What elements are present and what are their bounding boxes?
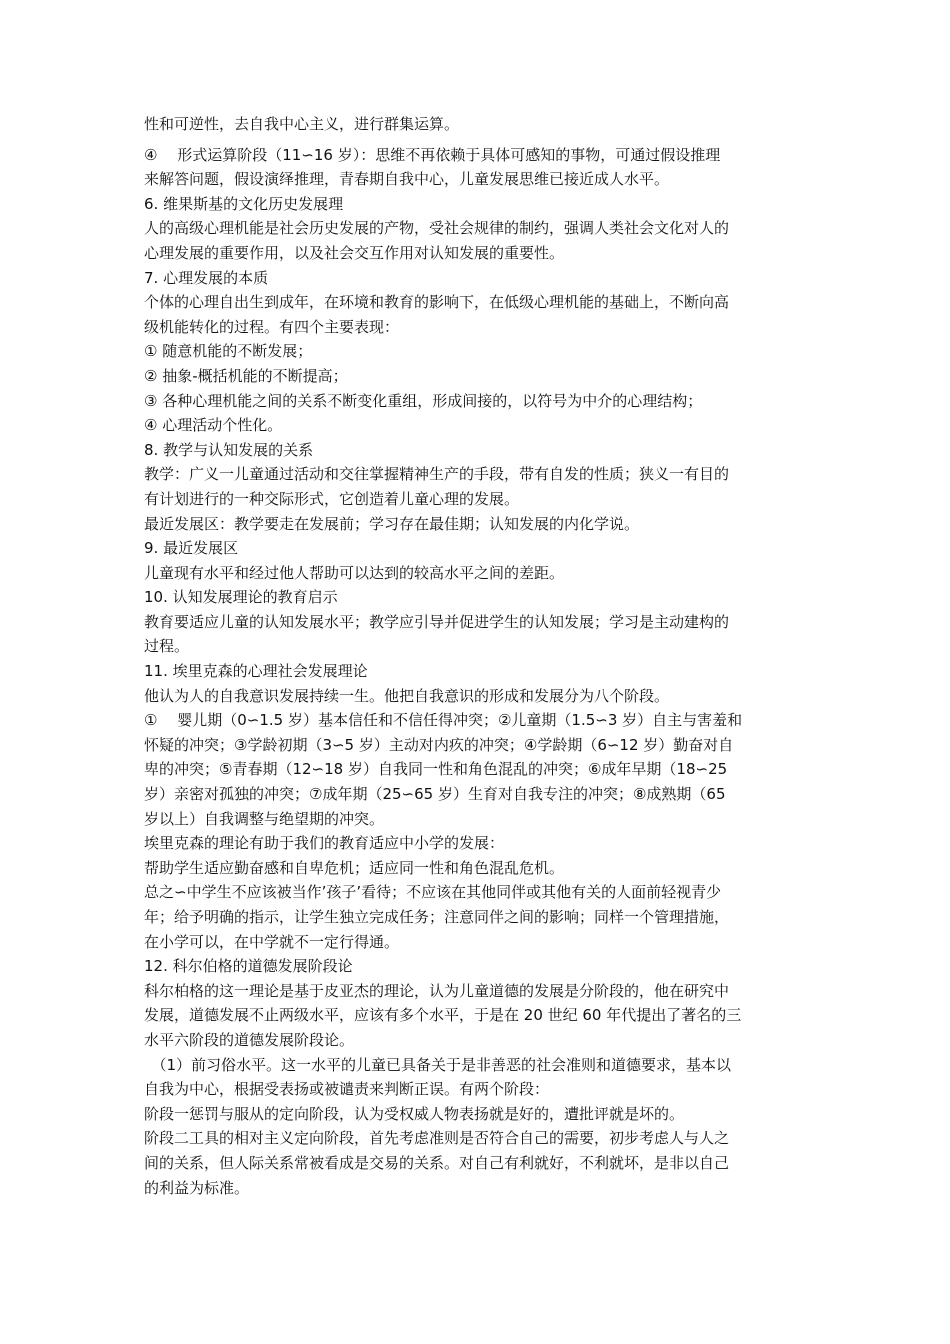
list-item: ③ 各种心理机能之间的关系不断变化重组，形成间接的，以符号为中介的心理结构； [144, 391, 703, 410]
text-line: 水平六阶段的道德发展阶段论。 [144, 1030, 355, 1049]
text-line: 总之∽中学生不应该被当作’孩子’看待；不应该在其他同伴或其他有关的人面前轻视青少 [144, 883, 722, 902]
list-item: ① 随意机能的不断发展； [144, 342, 313, 361]
text-line: 阶段一惩罚与服从的定向阶段，认为受权威人物表扬就是好的，遭批评就是坏的。 [144, 1104, 685, 1123]
text-line: 性和可逆性，去自我中心主义，进行群集运算。 [144, 115, 460, 133]
text-line: 来解答问题，假设演绎推理，青春期自我中心，儿童发展思维已接近成人水平。 [144, 170, 670, 189]
text-line: 岁）亲密对孤独的冲突；⑦成年期（25∽65 岁）生育对自我专注的冲突；⑧成熟期（65 [144, 785, 726, 804]
text-line: （1）前习俗水平。这一水平的儿童已具备关于是非善恶的社会准则和道德要求，基本以 [144, 1055, 732, 1074]
section-heading: 7. 心理发展的本质 [144, 268, 269, 287]
section-heading: 8. 教学与认知发展的关系 [144, 440, 314, 459]
text-line: 个体的心理自出生到成年，在环境和教育的影响下，在低级心理机能的基础上，不断向高 [144, 293, 730, 312]
text-line: ① 婴儿期（0∽1.5 岁）基本信任和不信任得冲突；②儿童期（1.5∽3 岁）自主与害羞和 [144, 711, 743, 730]
text-line: 的利益为标准。 [144, 1178, 250, 1197]
section-heading: 11. 埃里克森的心理社会发展理论 [144, 662, 368, 681]
text-line: 心理发展的重要作用，以及社会交互作用对认知发展的重要性。 [144, 243, 565, 262]
text-line: 在小学可以，在中学就不一定行得通。 [144, 932, 400, 951]
text-line: 埃里克森的理论有助于我们的教育适应中小学的发展： [144, 834, 505, 853]
text-line: 教学：广义一儿童通过活动和交往掌握精神生产的手段，带有自发的性质；狭义一有目的 [144, 465, 730, 484]
text-line: 卑的冲突；⑤青春期（12∽18 岁）自我同一性和角色混乱的冲突；⑥成年早期（18∽25 [144, 760, 728, 779]
document-page [144, 112, 816, 1200]
text-line: 间的关系，但人际关系常被看成是交易的关系。对自己有利就好，不利就坏，是非以自己 [144, 1153, 730, 1172]
text-line: 年；给予明确的指示，让学生独立完成任务；注意同伴之间的影响；同样一个管理措施， [144, 908, 730, 926]
text-line: 他认为人的自我意识发展持续一生。他把自我意识的形成和发展分为八个阶段。 [144, 686, 670, 705]
text-line: 过程。 [144, 637, 190, 656]
text-line: 怀疑的冲突；③学龄初期（3∽5 岁）主动对内疚的冲突；④学龄期（6∽12 岁）勤奋对自 [144, 735, 734, 754]
text-line: 岁以上）自我调整与绝望期的冲突。 [144, 809, 385, 828]
section-heading: 10. 认知发展理论的教育启示 [144, 588, 338, 607]
text-line: 科尔柏格的这一理论是基于皮亚杰的理论，认为儿童道德的发展是分阶段的，他在研究中 [144, 981, 730, 1000]
section-heading: 6. 维果斯基的文化历史发展理 [144, 194, 344, 213]
list-item: ④ 心理活动个性化。 [144, 416, 283, 435]
text-line: 最近发展区：教学要走在发展前；学习存在最佳期；认知发展的内化学说。 [144, 514, 640, 533]
text-line: 有计划进行的一种交际形式，它创造着儿童心理的发展。 [144, 489, 520, 508]
text-line: 级机能转化的过程。有四个主要表现： [144, 317, 400, 336]
text-line: 自我为中心，根据受表扬或被谴责来判断正误。有两个阶段： [144, 1080, 550, 1099]
text-line: 儿童现有水平和经过他人帮助可以达到的较高水平之间的差距。 [144, 563, 565, 582]
text-line: 发展，道德发展不止两级水平，应该有多个水平，于是在 20 世纪 60 年代提出了著名的三 [144, 1006, 742, 1025]
section-heading: 9. 最近发展区 [144, 539, 239, 558]
text-line: 教育要适应儿童的认知发展水平；教学应引导并促进学生的认知发展；学习是主动建构的 [144, 612, 730, 631]
text-line: ④ 形式运算阶段（11∽16 岁）：思维不再依赖于具体可感知的事物，可通过假设推理 [144, 145, 721, 164]
section-heading: 12. 科尔伯格的道德发展阶段论 [144, 957, 353, 976]
text-line: 人的高级心理机能是社会历史发展的产物，受社会规律的制约，强调人类社会文化对人的 [144, 219, 730, 238]
list-item: ② 抽象-概括机能的不断提高； [144, 366, 348, 385]
text-line: 阶段二工具的相对主义定向阶段，首先考虑准则是否符合自己的需要，初步考虑人与人之 [144, 1129, 730, 1148]
text-line: 帮助学生适应勤奋感和自卑危机；适应同一性和角色混乱危机。 [144, 858, 565, 877]
